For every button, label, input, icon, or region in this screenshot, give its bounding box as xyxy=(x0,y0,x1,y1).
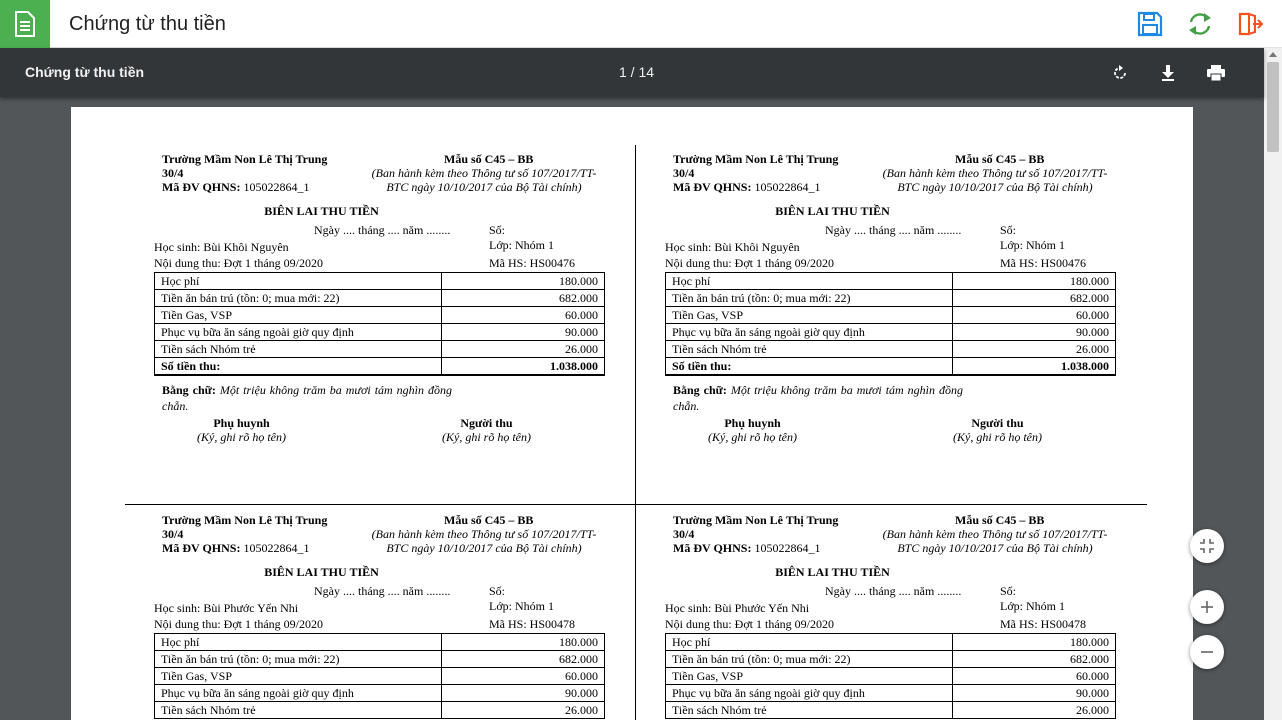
app-header xyxy=(0,0,1282,48)
fee-amount: 26.000 xyxy=(953,341,1116,358)
qhns-code xyxy=(162,541,309,555)
qhns-value: 105022864_1 xyxy=(243,541,310,555)
table-row xyxy=(155,651,605,668)
cut-line-horizontal xyxy=(125,504,1147,505)
table-row xyxy=(155,668,605,685)
circular-note: (Ban hành kèm theo Thông tư số 107/2017/TT-BTC ngày 10/10/2017 của Bộ Tài chính) xyxy=(882,166,1108,194)
print-icon xyxy=(1206,64,1226,82)
student-code: Mã HS: HS00476 xyxy=(489,256,576,270)
table-row xyxy=(666,324,1116,341)
fee-table xyxy=(154,272,605,376)
fee-amount: 180.000 xyxy=(953,634,1116,651)
fee-table xyxy=(665,633,1116,719)
qhns-label: Mã ĐV QHNS: xyxy=(673,180,752,194)
parent-signature xyxy=(154,416,329,444)
fee-label: Tiền sách Nhóm trẻ xyxy=(666,341,953,358)
fee-amount: 682.000 xyxy=(442,290,605,307)
qhns-value: 105022864_1 xyxy=(243,180,310,194)
payment-content: Nội dung thu: Đợt 1 tháng 09/2020 xyxy=(665,256,835,270)
fee-table xyxy=(154,633,605,719)
fee-amount: 90.000 xyxy=(442,324,605,341)
collector-label: Người thu xyxy=(971,416,1024,430)
table-row xyxy=(155,341,605,358)
sync-button[interactable] xyxy=(1186,10,1214,38)
fee-table xyxy=(665,272,1116,376)
receipt-date: Ngày .... tháng .... năm ........ xyxy=(825,223,962,237)
receipt-title: BIÊN LAI THU TIỀN xyxy=(775,204,890,218)
words-label: Bằng chữ: xyxy=(673,383,727,397)
student-code: Mã HS: HS00478 xyxy=(1000,617,1087,631)
circular-note: (Ban hành kèm theo Thông tư số 107/2017/TT-BTC ngày 10/10/2017 của Bộ Tài chính) xyxy=(371,527,597,555)
class-name: Lớp: Nhóm 1 xyxy=(489,599,555,613)
total-label: Số tiền thu: xyxy=(155,358,442,376)
cut-line-vertical xyxy=(635,145,636,720)
parent-label: Phụ huynh xyxy=(724,416,781,430)
fee-label: Tiền sách Nhóm trẻ xyxy=(155,341,442,358)
fee-label: Học phí xyxy=(155,273,442,290)
scroll-up-arrow[interactable] xyxy=(1269,52,1277,57)
table-row xyxy=(666,307,1116,324)
fee-amount: 90.000 xyxy=(953,324,1116,341)
fee-amount: 180.000 xyxy=(442,273,605,290)
table-row xyxy=(155,324,605,341)
table-row xyxy=(666,273,1116,290)
fee-label: Tiền Gas, VSP xyxy=(666,307,953,324)
payment-content: Nội dung thu: Đợt 1 tháng 09/2020 xyxy=(154,256,324,270)
document-title: Chứng từ thu tiền xyxy=(25,64,145,80)
receipt-number: Số: xyxy=(1000,584,1017,598)
fee-label: Tiền ăn bán trú (tồn: 0; mua mới: 22) xyxy=(666,290,953,307)
fee-amount: 682.000 xyxy=(442,651,605,668)
fit-screen-button[interactable] xyxy=(1190,529,1224,563)
sync-icon xyxy=(1187,11,1213,37)
receipt-title: BIÊN LAI THU TIỀN xyxy=(264,204,379,218)
fee-amount: 26.000 xyxy=(953,702,1116,719)
student-name: Học sinh: Bùi Khôi Nguyên xyxy=(665,240,800,254)
payment-content: Nội dung thu: Đợt 1 tháng 09/2020 xyxy=(154,617,324,631)
document-icon xyxy=(14,11,36,37)
exit-button[interactable] xyxy=(1236,10,1264,38)
total-row xyxy=(666,358,1116,376)
table-row xyxy=(155,634,605,651)
save-button[interactable] xyxy=(1136,10,1164,38)
fee-amount: 60.000 xyxy=(442,307,605,324)
parent-note: (Ký, ghi rõ họ tên) xyxy=(708,430,797,444)
app-title: Chứng từ thu tiền xyxy=(69,13,226,35)
fee-amount: 60.000 xyxy=(442,668,605,685)
qhns-code xyxy=(162,180,309,194)
parent-signature xyxy=(665,416,840,444)
qhns-value: 105022864_1 xyxy=(754,541,821,555)
table-row xyxy=(155,290,605,307)
form-number: Mẫu số C45 – BB xyxy=(955,513,1045,527)
words-text: Một triệu không trăm ba mươi tám nghìn đồng chẵn. xyxy=(162,383,452,413)
class-name: Lớp: Nhóm 1 xyxy=(1000,238,1066,252)
download-button[interactable] xyxy=(1156,61,1180,85)
qhns-label: Mã ĐV QHNS: xyxy=(162,541,241,555)
form-number: Mẫu số C45 – BB xyxy=(955,152,1045,166)
fee-amount: 180.000 xyxy=(953,273,1116,290)
pdf-viewer[interactable] xyxy=(0,97,1264,720)
fee-amount: 26.000 xyxy=(442,341,605,358)
words-label: Bằng chữ: xyxy=(162,383,216,397)
table-row xyxy=(666,668,1116,685)
parent-note: (Ký, ghi rõ họ tên) xyxy=(197,430,286,444)
vertical-scrollbar[interactable] xyxy=(1264,48,1282,720)
pdf-page xyxy=(71,107,1193,720)
fee-amount: 60.000 xyxy=(953,307,1116,324)
fee-amount: 90.000 xyxy=(953,685,1116,702)
collector-signature xyxy=(920,416,1075,444)
fee-label: Tiền sách Nhóm trẻ xyxy=(155,702,442,719)
zoom-out-button[interactable] xyxy=(1190,635,1224,669)
rotate-icon xyxy=(1111,64,1129,82)
fee-label: Tiền Gas, VSP xyxy=(155,307,442,324)
receipt-number: Số: xyxy=(1000,223,1017,237)
table-row xyxy=(155,307,605,324)
student-name: Học sinh: Bùi Phước Yến Nhi xyxy=(154,601,299,615)
page-indicator: 1 / 14 xyxy=(619,64,655,80)
fee-label: Tiền ăn bán trú (tồn: 0; mua mới: 22) xyxy=(155,651,442,668)
scroll-thumb[interactable] xyxy=(1267,62,1279,152)
collector-note: (Ký, ghi rõ họ tên) xyxy=(953,430,1042,444)
school-name: Trường Mầm Non Lê Thị Trung 30/4 xyxy=(673,152,839,180)
receipt-date: Ngày .... tháng .... năm ........ xyxy=(314,584,451,598)
parent-label: Phụ huynh xyxy=(213,416,270,430)
table-row xyxy=(666,290,1116,307)
zoom-in-button[interactable] xyxy=(1190,590,1224,624)
fee-label: Phục vụ bữa ăn sáng ngoài giờ quy định xyxy=(155,324,442,341)
table-row xyxy=(666,341,1116,358)
receipt-number: Số: xyxy=(489,223,506,237)
qhns-code xyxy=(673,180,820,194)
total-row xyxy=(155,358,605,376)
school-name: Trường Mầm Non Lê Thị Trung 30/4 xyxy=(162,152,328,180)
table-row xyxy=(666,651,1116,668)
fee-label: Tiền sách Nhóm trẻ xyxy=(666,702,953,719)
amount-in-words xyxy=(673,382,963,414)
fee-amount: 180.000 xyxy=(442,634,605,651)
zoom-in-icon xyxy=(1200,600,1214,614)
qhns-label: Mã ĐV QHNS: xyxy=(673,541,752,555)
zoom-out-icon xyxy=(1200,645,1214,659)
school-name: Trường Mầm Non Lê Thị Trung 30/4 xyxy=(673,513,839,541)
student-name: Học sinh: Bùi Phước Yến Nhi xyxy=(665,601,810,615)
fee-amount: 26.000 xyxy=(442,702,605,719)
fee-label: Phục vụ bữa ăn sáng ngoài giờ quy định xyxy=(155,685,442,702)
fee-label: Tiền Gas, VSP xyxy=(155,668,442,685)
receipt-date: Ngày .... tháng .... năm ........ xyxy=(825,584,962,598)
fee-amount: 682.000 xyxy=(953,290,1116,307)
total-amount: 1.038.000 xyxy=(442,358,605,376)
class-name: Lớp: Nhóm 1 xyxy=(1000,599,1066,613)
table-row xyxy=(666,702,1116,719)
school-name: Trường Mầm Non Lê Thị Trung 30/4 xyxy=(162,513,328,541)
save-icon xyxy=(1137,11,1163,37)
fee-label: Phục vụ bữa ăn sáng ngoài giờ quy định xyxy=(666,324,953,341)
app-logo xyxy=(0,0,50,48)
fee-label: Tiền ăn bán trú (tồn: 0; mua mới: 22) xyxy=(666,651,953,668)
collector-label: Người thu xyxy=(460,416,513,430)
collector-signature xyxy=(409,416,564,444)
total-amount: 1.038.000 xyxy=(953,358,1116,376)
total-label: Số tiền thu: xyxy=(666,358,953,376)
rotate-button[interactable] xyxy=(1108,61,1132,85)
pdf-toolbar xyxy=(0,48,1264,97)
student-code: Mã HS: HS00476 xyxy=(1000,256,1087,270)
qhns-value: 105022864_1 xyxy=(754,180,821,194)
form-number: Mẫu số C45 – BB xyxy=(444,513,534,527)
circular-note: (Ban hành kèm theo Thông tư số 107/2017/TT-BTC ngày 10/10/2017 của Bộ Tài chính) xyxy=(371,166,597,194)
fee-label: Tiền ăn bán trú (tồn: 0; mua mới: 22) xyxy=(155,290,442,307)
table-row xyxy=(155,702,605,719)
fit-screen-icon xyxy=(1200,539,1214,553)
receipt-number: Số: xyxy=(489,584,506,598)
exit-icon xyxy=(1237,11,1263,37)
collector-note: (Ký, ghi rõ họ tên) xyxy=(442,430,531,444)
fee-amount: 60.000 xyxy=(953,668,1116,685)
amount-in-words xyxy=(162,382,452,414)
fee-label: Học phí xyxy=(155,634,442,651)
fee-label: Học phí xyxy=(666,273,953,290)
class-name: Lớp: Nhóm 1 xyxy=(489,238,555,252)
form-number: Mẫu số C45 – BB xyxy=(444,152,534,166)
qhns-label: Mã ĐV QHNS: xyxy=(162,180,241,194)
qhns-code xyxy=(673,541,820,555)
student-code: Mã HS: HS00478 xyxy=(489,617,576,631)
fee-label: Học phí xyxy=(666,634,953,651)
fee-label: Phục vụ bữa ăn sáng ngoài giờ quy định xyxy=(666,685,953,702)
table-row xyxy=(666,634,1116,651)
table-row xyxy=(155,685,605,702)
student-name: Học sinh: Bùi Khôi Nguyên xyxy=(154,240,289,254)
fee-amount: 90.000 xyxy=(442,685,605,702)
receipt-title: BIÊN LAI THU TIỀN xyxy=(264,565,379,579)
table-row xyxy=(155,273,605,290)
download-icon xyxy=(1160,64,1176,82)
circular-note: (Ban hành kèm theo Thông tư số 107/2017/TT-BTC ngày 10/10/2017 của Bộ Tài chính) xyxy=(882,527,1108,555)
words-text: Một triệu không trăm ba mươi tám nghìn đồng chẵn. xyxy=(673,383,963,413)
print-button[interactable] xyxy=(1204,61,1228,85)
receipt-date: Ngày .... tháng .... năm ........ xyxy=(314,223,451,237)
payment-content: Nội dung thu: Đợt 1 tháng 09/2020 xyxy=(665,617,835,631)
fee-label: Tiền Gas, VSP xyxy=(666,668,953,685)
table-row xyxy=(666,685,1116,702)
receipt-title: BIÊN LAI THU TIỀN xyxy=(775,565,890,579)
fee-amount: 682.000 xyxy=(953,651,1116,668)
